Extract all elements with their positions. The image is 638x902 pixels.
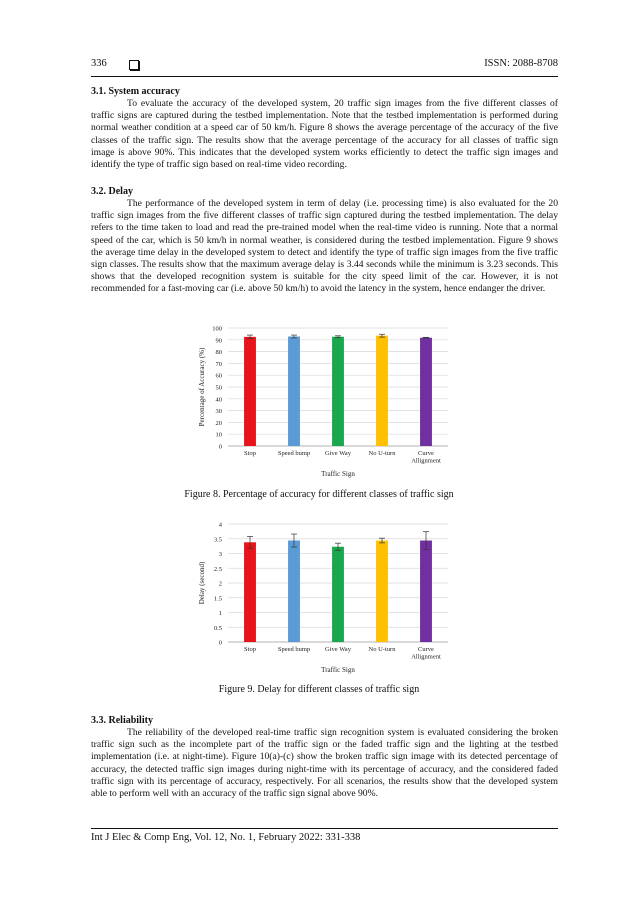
x-tick-label: Curve [418, 646, 434, 653]
x-tick-label: No U-turn [368, 450, 396, 457]
y-tick-label: 30 [215, 408, 222, 416]
paragraph-delay-text: The performance of the developed system in term of delay (i.e. processing time) is also evaluated for the 20 traffic sign images from the five different classes of traffic sign captured during the testbed implementation. The delay refers to the time taken to load and read the pre-trained model when the real-time video is running. Note that a normal speed of the car, which is 50 km/h in normal weather, is considered during the testbed implementation. Figure 9 shows the average time delay in the developed system to detect and identify the type of traffic sign images from the five traffic sign classes. The results show that the maximum average delay is 3.44 seconds while the minimum is 3.23 seconds. This shows that the developed recognition system is suitable for the city speed limit of the car. However, it is not recommended for a fast-moving car (i.e. above 50 km/h) to avoid the latency in the system, hence endanger the driver. [91, 198, 558, 295]
y-tick-label: 40 [215, 396, 222, 404]
bar [332, 547, 344, 642]
issn-label: ISSN: 2088-8708 [484, 58, 558, 69]
bar [244, 337, 256, 446]
section-heading-delay: 3.2. Delay [91, 186, 133, 197]
x-tick-label: Allignment [411, 653, 441, 661]
figure-8-caption: Figure 8. Percentage of accuracy for different classes of traffic sign [184, 489, 454, 500]
bar [420, 541, 432, 642]
bar [376, 336, 388, 446]
paragraph-delay [91, 198, 558, 296]
y-tick-label: 4 [218, 521, 222, 529]
section-heading-reliability: 3.3. Reliability [91, 715, 153, 726]
header-rule [91, 76, 558, 77]
x-tick-label: No U-turn [368, 646, 396, 653]
y-tick-label: 60 [215, 372, 222, 380]
x-tick-label: Give Way [325, 646, 351, 653]
x-tick-label: Stop [244, 646, 256, 653]
bar [376, 541, 388, 642]
bar [420, 338, 432, 446]
page-number: 336 [91, 58, 107, 69]
y-axis-label: Delay (second) [198, 561, 206, 605]
y-tick-label: 0 [218, 639, 222, 647]
figure-9-caption: Figure 9. Delay for different classes of traffic sign [218, 684, 420, 695]
paragraph-reliability [91, 727, 558, 800]
y-tick-label: 100 [212, 325, 222, 333]
y-tick-label: 1 [218, 610, 222, 617]
x-tick-label: Speed bump [277, 646, 311, 653]
x-tick-label: Curve [418, 450, 434, 457]
section-heading-accuracy: 3.1. System accuracy [91, 86, 180, 97]
y-tick-label: 3 [218, 551, 222, 558]
y-tick-label: 70 [215, 360, 222, 368]
page-header [91, 58, 558, 74]
bar [332, 337, 344, 446]
paragraph-accuracy [91, 98, 558, 171]
bar [244, 542, 256, 642]
square-bullet-icon [129, 60, 139, 70]
y-tick-label: 1.5 [213, 595, 222, 603]
x-tick-label: Stop [244, 450, 256, 457]
paragraph-reliability-text: The reliability of the developed real-time traffic sign recognition system is evaluated considering the broken traffic sign such as the incomplete part of the traffic sign or the faded traffic sign and the lighting at the testbed implementation (i.e. at night-time). Figure 10(a)-(c) show the broken traffic sign image with its detected percentage of accuracy, the detected traffic sign images during night-time with its percentage of accuracy, and the considered faded traffic sign with its percentage of accuracy, respectively. For all scenarios, the results show that the developed system able to perform well with an accuracy of the traffic sign signal above 90%. [91, 727, 558, 800]
y-tick-label: 90 [215, 337, 222, 345]
x-axis-label: Traffic Sign [321, 470, 355, 478]
y-tick-label: 20 [215, 419, 222, 427]
bar [288, 541, 300, 642]
y-tick-label: 0 [218, 443, 222, 451]
y-tick-label: 50 [215, 384, 222, 392]
y-axis-label: Percentage of Accuracy (%) [198, 347, 206, 427]
y-tick-label: 2 [218, 580, 222, 588]
x-axis-label: Traffic Sign [321, 666, 355, 674]
paragraph-accuracy-text: To evaluate the accuracy of the developed system, 20 traffic sign images from the five different classes of traffic signs are captured during the testbed implementation. Note that the testbed implementation is performed during normal weather condition at a speed car of 50 km/h. Figure 8 shows the average percentage of the accuracy of the five classes of the traffic sign. The results show that the average percentage of the accuracy for all classes of traffic sign image is above 90%. This indicates that the developed system works efficiently to detect the traffic sign images and identify the type of traffic sign based on real-time video recording. [91, 98, 558, 171]
footer-citation: Int J Elec & Comp Eng, Vol. 12, No. 1, February 2022: 331-338 [91, 832, 361, 843]
footer-rule [91, 828, 558, 829]
bar [288, 336, 300, 446]
y-tick-label: 2.5 [213, 565, 222, 573]
accuracy-bar-chart [190, 322, 460, 480]
y-tick-label: 10 [215, 431, 222, 439]
y-tick-label: 3.5 [213, 536, 222, 544]
y-tick-label: 80 [215, 349, 222, 357]
y-tick-label: 0.5 [213, 624, 222, 632]
delay-bar-chart [190, 518, 460, 676]
x-tick-label: Speed bump [277, 450, 311, 457]
x-tick-label: Allignment [411, 457, 441, 465]
x-tick-label: Give Way [325, 450, 351, 457]
